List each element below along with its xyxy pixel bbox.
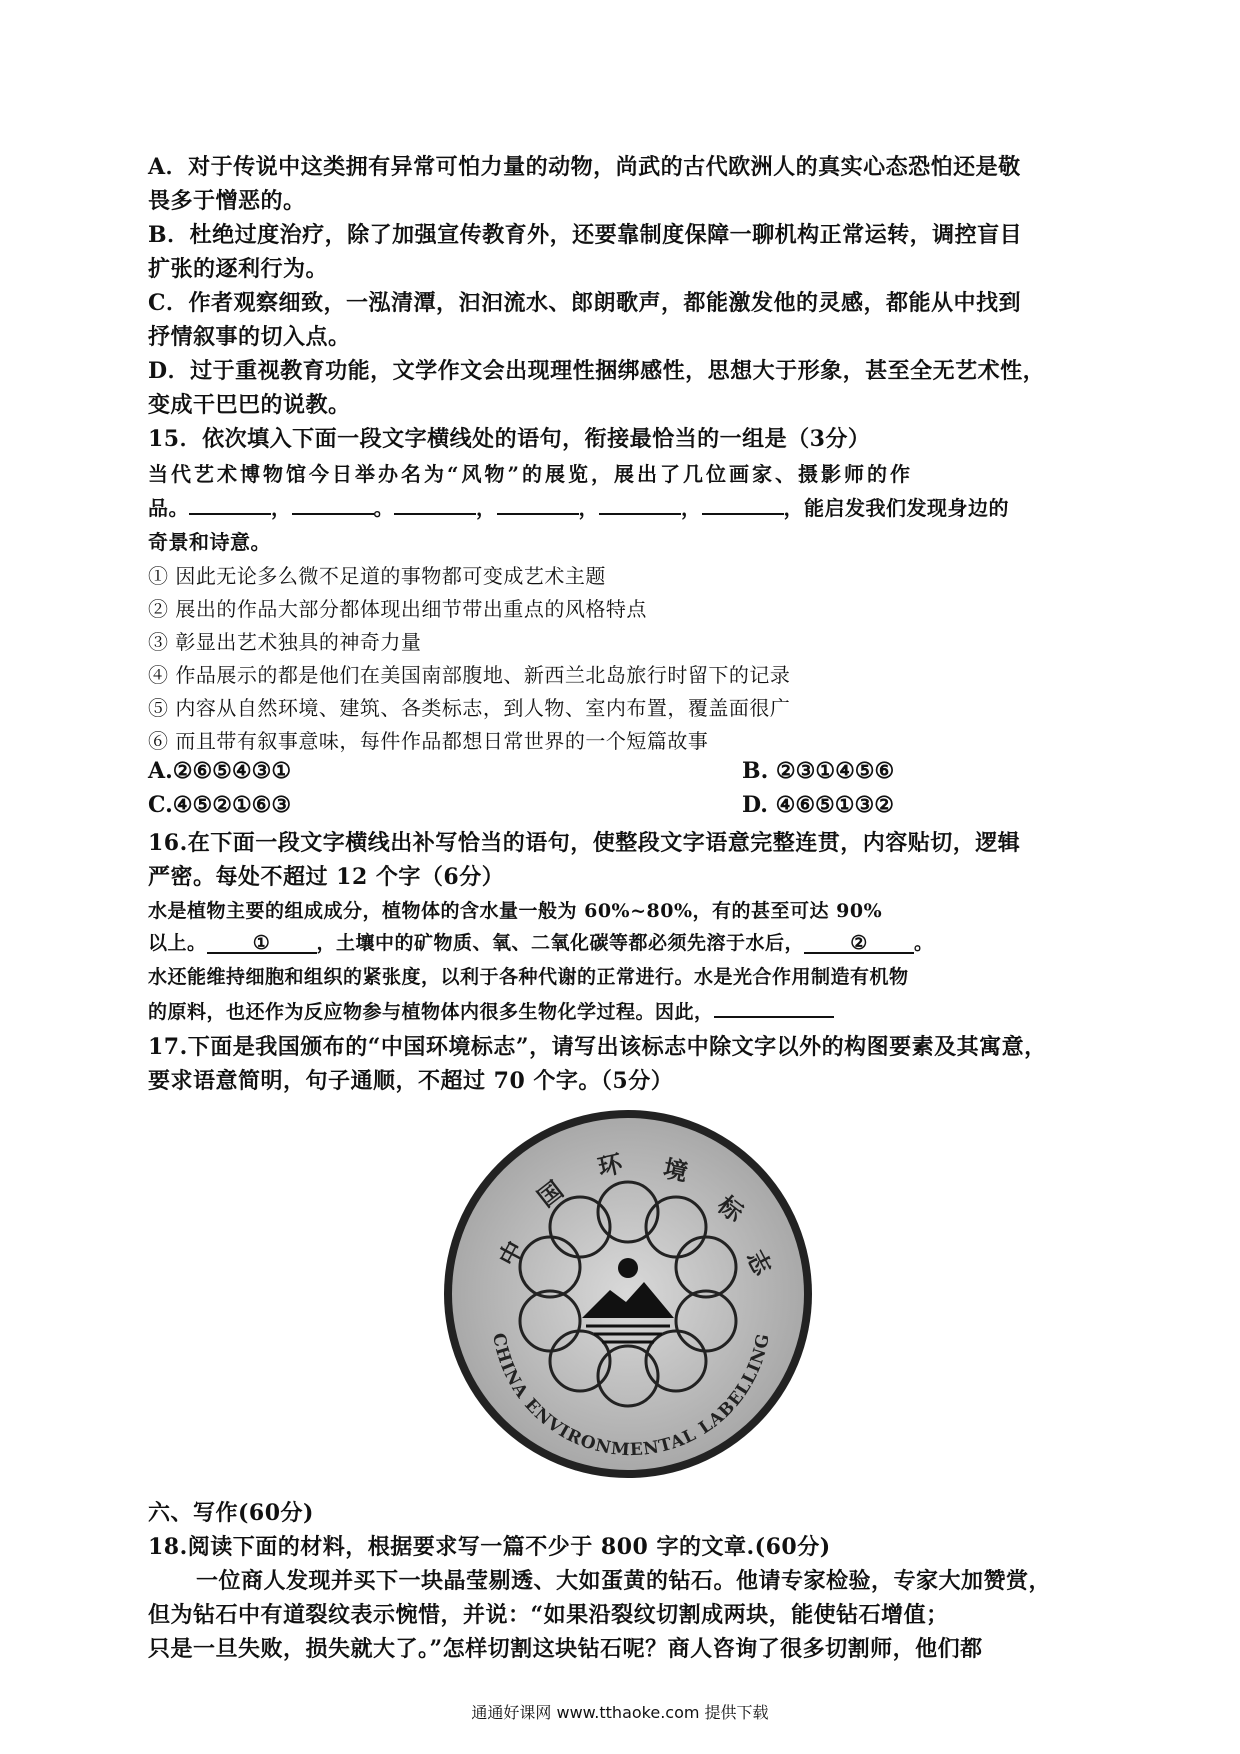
q14-option-b-line1: B．杜绝过度治疗，除了加强宣传教育外，还要靠制度保障一聊机构正常运转，调控盲目: [148, 222, 1023, 248]
q15-sep-5: ，: [681, 496, 702, 520]
q16-passage-line4: [148, 996, 834, 1024]
environmental-label-seal: [440, 1106, 816, 1482]
q15-item-1: ① 因此无论多么微不足道的事物都可变成艺术主题: [148, 564, 606, 588]
q16-passage-start: 以上。: [148, 932, 207, 954]
q15-item-2: ② 展出的作品大部分都体现出细节带出重点的风格特点: [148, 597, 647, 621]
seal-char-guo: 国: [532, 1175, 569, 1213]
q16-passage-end: 。: [914, 932, 934, 954]
seal-char-biao: 标: [712, 1190, 749, 1228]
q15-sep-1: ，: [271, 496, 292, 520]
q16-blank-2: ②: [804, 932, 914, 954]
q16-passage-middle: ，土壤中的矿物质、氧、二氧化碳等都必须先溶于水后，: [316, 932, 805, 954]
q17-stem-line2: 要求语意简明，句子通顺，不超过 70 个字。（5分）: [148, 1068, 674, 1094]
q15-blank-1: [189, 493, 271, 515]
seal-char-jing: 境: [660, 1154, 691, 1187]
q18-stem: 18.阅读下面的材料，根据要求写一篇不少于 800 字的文章.(60分): [148, 1534, 831, 1560]
q16-blank-1: ①: [207, 932, 317, 954]
q15-stem: 15．依次填入下面一段文字横线处的语句，衔接最恰当的一组是（3分）: [148, 426, 871, 452]
q18-material-line3: 只是一旦失败，损失就大了。”怎样切割这块钻石呢？商人咨询了很多切割师，他们都: [148, 1636, 983, 1662]
q15-item-3: ③ 彰显出艺术独具的神奇力量: [148, 630, 422, 654]
seal-english-text: CHINA ENVIRONMENTAL LABELLING: [488, 1331, 774, 1461]
q14-option-d-line2: 变成干巴巴的说教。: [148, 392, 351, 418]
q15-blank-6: [702, 493, 784, 515]
q14-option-b-line2: 扩张的逐利行为。: [148, 256, 329, 282]
q16-passage-line1: 水是植物主要的组成成分，植物体的含水量一般为 60%~80%，有的甚至可达 90%: [148, 900, 883, 922]
q14-option-c-line2: 抒情叙事的切入点。: [148, 324, 351, 350]
q16-blank-3: [714, 996, 834, 1018]
q14-option-a-line1: A．对于传说中这类拥有异常可怕力量的动物，尚武的古代欧洲人的真实心态恐怕还是敬: [148, 154, 1021, 180]
q15-sep-4: ，: [578, 496, 599, 520]
section6-heading: 六、写作(60分): [148, 1500, 314, 1526]
china-environmental-label-logo: [440, 1106, 816, 1482]
q15-passage-line2: [148, 492, 1009, 521]
seal-char-huan: 环: [595, 1149, 625, 1182]
q18-material-line1: 一位商人发现并买下一块晶莹剔透、大如蛋黄的钻石。他请专家检验，专家大加赞赏，: [196, 1568, 1052, 1594]
seal-char-zhi: 志: [740, 1245, 777, 1281]
q15-blank-4: [497, 493, 579, 515]
q15-passage-tail: ，能启发我们发现身边的: [783, 496, 1009, 520]
q15-passage-line3: 奇景和诗意。: [148, 530, 271, 554]
download-footer: 通通好课网 www.tthaoke.com 提供下载: [471, 1703, 769, 1722]
q16-passage-line2: [148, 928, 934, 955]
q15-sep-3: ，: [476, 496, 497, 520]
q15-blank-2: [292, 493, 374, 515]
q14-option-a-line2: 畏多于憎恶的。: [148, 188, 306, 214]
q16-passage-line4-text: 的原料，也还作为反应物参与植物体内很多生物化学过程。因此，: [148, 1001, 714, 1023]
q15-choice-d: D. ④⑥⑤①③②: [742, 792, 894, 818]
q16-stem-line2: 严密。每处不超过 12 个字（6分）: [148, 864, 505, 890]
q15-passage-start: 品。: [148, 496, 189, 520]
q15-choice-a: A.②⑥⑤④③①: [148, 758, 292, 784]
q18-material-line2: 但为钻石中有道裂纹表示惋惜，并说：“如果沿裂纹切割成两块，能使钻石增值；: [148, 1602, 949, 1628]
q15-item-5: ⑤ 内容从自然环境、建筑、各类标志，到人物、室内布置，覆盖面很广: [148, 696, 791, 720]
q15-passage-line1: 当代艺术博物馆今日举办名为“风物”的展览，展出了几位画家、摄影师的作: [148, 462, 914, 486]
q14-option-d-line1: D．过于重视教育功能，文学作文会出现理性捆绑感性，思想大于形象，甚至全无艺术性，: [148, 358, 1046, 384]
q15-choice-c: C.④⑤②①⑥③: [148, 792, 292, 818]
q15-blank-3: [394, 493, 476, 515]
q15-item-4: ④ 作品展示的都是他们在美国南部腹地、新西兰北岛旅行时留下的记录: [148, 663, 791, 687]
q15-item-6: ⑥ 而且带有叙事意味，每件作品都想日常世界的一个短篇故事: [148, 729, 709, 753]
q16-stem-line1: 16.在下面一段文字横线出补写恰当的语句，使整段文字语意完整连贯，内容贴切，逻辑: [148, 830, 1021, 856]
q15-blank-5: [599, 493, 681, 515]
q15-sep-2: 。: [373, 496, 394, 520]
q14-option-c-line1: C．作者观察细致，一泓清潭，汩汩流水、郎朗歌声，都能激发他的灵感，都能从中找到: [148, 290, 1022, 316]
seal-char-zhong: 中: [493, 1236, 530, 1271]
q16-passage-line3: 水还能维持细胞和组织的紧张度，以利于各种代谢的正常进行。水是光合作用制造有机物: [148, 966, 909, 988]
q17-stem-line1: 17.下面是我国颁布的“中国环境标志”，请写出该标志中除文字以外的构图要素及其寓意，: [148, 1034, 1047, 1060]
q15-choice-b: B. ②③①④⑤⑥: [742, 758, 895, 784]
sun-icon: [618, 1258, 638, 1278]
seal-face: [452, 1118, 804, 1470]
